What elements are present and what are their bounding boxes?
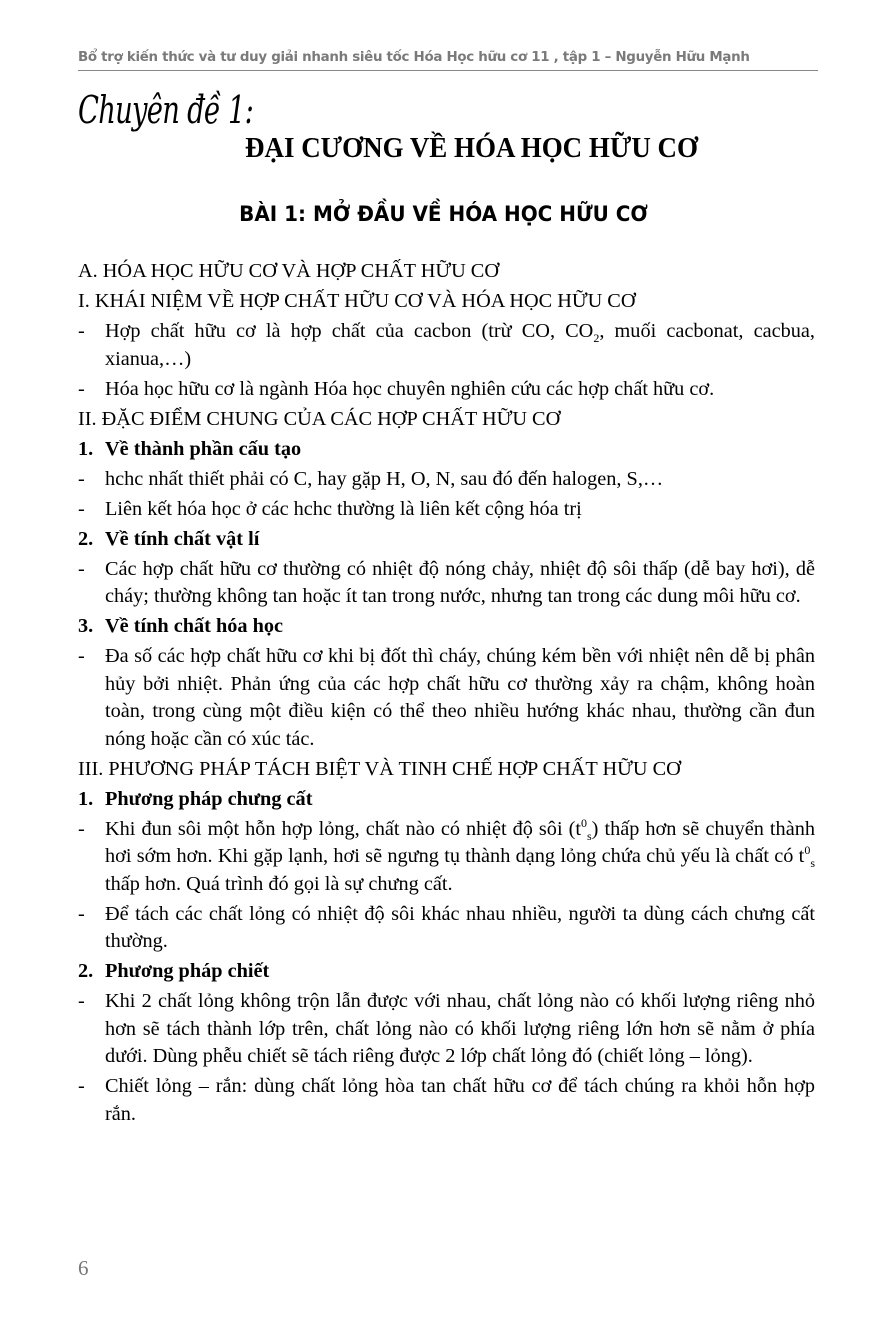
bullet-dash: - xyxy=(78,497,85,520)
bullet-dash: - xyxy=(78,320,85,342)
bullet-dash: - xyxy=(78,1075,85,1097)
bullet-dash: - xyxy=(78,557,85,580)
bullet-text xyxy=(105,466,815,494)
text-run: Chiết lỏng – rắn: dùng chất lỏng hòa tan chất hữu cơ để tách chúng ra khỏi hỗn hợp rắn. xyxy=(105,1075,815,1125)
bullet-item xyxy=(78,1073,815,1128)
bullet-dash: - xyxy=(78,990,85,1012)
bullet-text xyxy=(105,1073,815,1128)
section-heading: A. HÓA HỌC HỮU CƠ VÀ HỢP CHẤT HỮU CƠ xyxy=(78,260,499,282)
running-header: Bổ trợ kiến thức và tư duy giải nhanh siêu tốc Hóa Học hữu cơ 11 , tập 1 – Nguyễn Hữu Mạnh xyxy=(78,50,750,65)
section-heading: II. ĐẶC ĐIỂM CHUNG CỦA CÁC HỢP CHẤT HỮU CƠ xyxy=(78,407,561,430)
text-run: Khi đun sôi một hỗn hợp lỏng, chất nào có nhiệt độ sôi (t xyxy=(105,817,581,840)
bullet-dash: - xyxy=(78,817,85,840)
subsection-title: Phương pháp chưng cất xyxy=(105,787,313,810)
text-run: Đa số các hợp chất hữu cơ khi bị đốt thì cháy, chúng kém bền với nhiệt nên dễ bị phân hủy bởi nhiệt. Phản ứng của các hợp chất hữu cơ thường xảy ra chậm, không hoàn toàn, trong cùng một điều kiện có thể theo nhiều hướng khác nhau, thường cần đun nóng hoặc cần có xúc tác. xyxy=(105,645,815,750)
bullet-dash: - xyxy=(78,902,85,925)
subsection-number: 3. xyxy=(78,615,94,637)
subsection-heading xyxy=(78,786,815,814)
bullet-text xyxy=(105,901,815,956)
bullet-dash: - xyxy=(78,377,85,400)
subsection-heading xyxy=(78,613,815,641)
subsection-number: 1. xyxy=(78,437,94,460)
bullet-item xyxy=(78,466,815,494)
superscript: 0 xyxy=(804,843,811,858)
text-run: ) thấp hơn sẽ chuyển thành hơi sớm hơn. Khi gặp lạnh, hơi sẽ ngưng tụ thành dạng lỏng chứa chủ yếu là chất có t xyxy=(105,817,815,867)
superscript: 0 xyxy=(581,815,587,830)
section-heading: III. PHƯƠNG PHÁP TÁCH BIỆT VÀ TINH CHẾ HỢP CHẤT HỮU CƠ xyxy=(78,757,681,780)
bullet-item xyxy=(78,901,815,956)
subscript: 2 xyxy=(593,331,600,346)
section-heading: I. KHÁI NIỆM VỀ HỢP CHẤT HỮU CƠ VÀ HÓA HỌC HỮU CƠ xyxy=(78,290,636,312)
bullet-item xyxy=(78,376,815,404)
subsection-title: Về tính chất vật lí xyxy=(105,527,260,550)
bullet-dash: - xyxy=(78,645,85,667)
text-run: Để tách các chất lỏng có nhiệt độ sôi khác nhau nhiều, người ta dùng cách chưng cất thường. xyxy=(105,902,815,952)
bullet-text xyxy=(105,816,815,899)
bullet-item xyxy=(78,496,815,524)
subsection-title: Về thành phần cấu tạo xyxy=(105,437,302,460)
subscript: s xyxy=(587,828,592,843)
text-run: Liên kết hóa học ở các hchc thường là liên kết cộng hóa trị xyxy=(105,497,582,520)
bullet-item xyxy=(78,556,815,611)
bullet-text xyxy=(105,496,815,524)
text-run: hchc nhất thiết phải có C, hay gặp H, O, N, sau đó đến halogen, S,… xyxy=(105,467,664,490)
chapter-label: Chuyên đề 1: xyxy=(78,88,254,132)
subsection-heading xyxy=(78,958,815,986)
bullet-text xyxy=(105,643,815,753)
text-run: , muối cacbonat, cacbua, xianua,…) xyxy=(105,320,815,370)
subsection-number: 2. xyxy=(78,960,94,982)
bullet-text xyxy=(105,376,815,404)
text-run: Các hợp chất hữu cơ thường có nhiệt độ nóng chảy, nhiệt độ sôi thấp (dễ bay hơi), dễ cháy; thường không tan hoặc ít tan trong nước, nhưng tan trong các dung môi hữu cơ. xyxy=(105,557,815,607)
bullet-text xyxy=(105,556,815,611)
bullet-text xyxy=(105,318,815,373)
bullet-text xyxy=(105,988,815,1071)
lesson-title: BÀI 1: MỞ ĐẦU VỀ HÓA HỌC HỮU CƠ xyxy=(239,202,648,226)
subsection-heading xyxy=(78,436,815,464)
subsection-heading xyxy=(78,526,815,554)
document-body xyxy=(78,258,815,1131)
text-run: Khi 2 chất lỏng không trộn lẫn được với nhau, chất lỏng nào có khối lượng riêng nhỏ hơn sẽ tách thành lớp trên, chất lỏng nào có khối lượng riêng lớn hơn sẽ nằm ở phía dưới. Dùng phễu chiết sẽ tách riêng được 2 lớp chất lỏng đó (chiết lỏng – lỏng). xyxy=(105,990,815,1067)
subsection-number: 1. xyxy=(78,787,94,810)
subsection-title: Phương pháp chiết xyxy=(105,960,270,982)
bullet-item xyxy=(78,988,815,1071)
subsection-title: Về tính chất hóa học xyxy=(105,615,284,637)
text-run: Hợp chất hữu cơ là hợp chất của cacbon (trừ CO, CO xyxy=(105,320,594,342)
bullet-item xyxy=(78,643,815,753)
text-run: Hóa học hữu cơ là ngành Hóa học chuyên nghiên cứu các hợp chất hữu cơ. xyxy=(105,377,715,400)
chapter-title: ĐẠI CƯƠNG VỀ HÓA HỌC HỮU CƠ xyxy=(245,132,699,164)
bullet-item xyxy=(78,816,815,899)
page-number: 6 xyxy=(78,1256,89,1280)
subscript: s xyxy=(810,856,815,871)
header-rule xyxy=(78,70,818,71)
subsection-number: 2. xyxy=(78,527,94,550)
bullet-dash: - xyxy=(78,467,85,490)
text-run: thấp hơn. Quá trình đó gọi là sự chưng cất. xyxy=(105,872,453,895)
bullet-item xyxy=(78,318,815,373)
